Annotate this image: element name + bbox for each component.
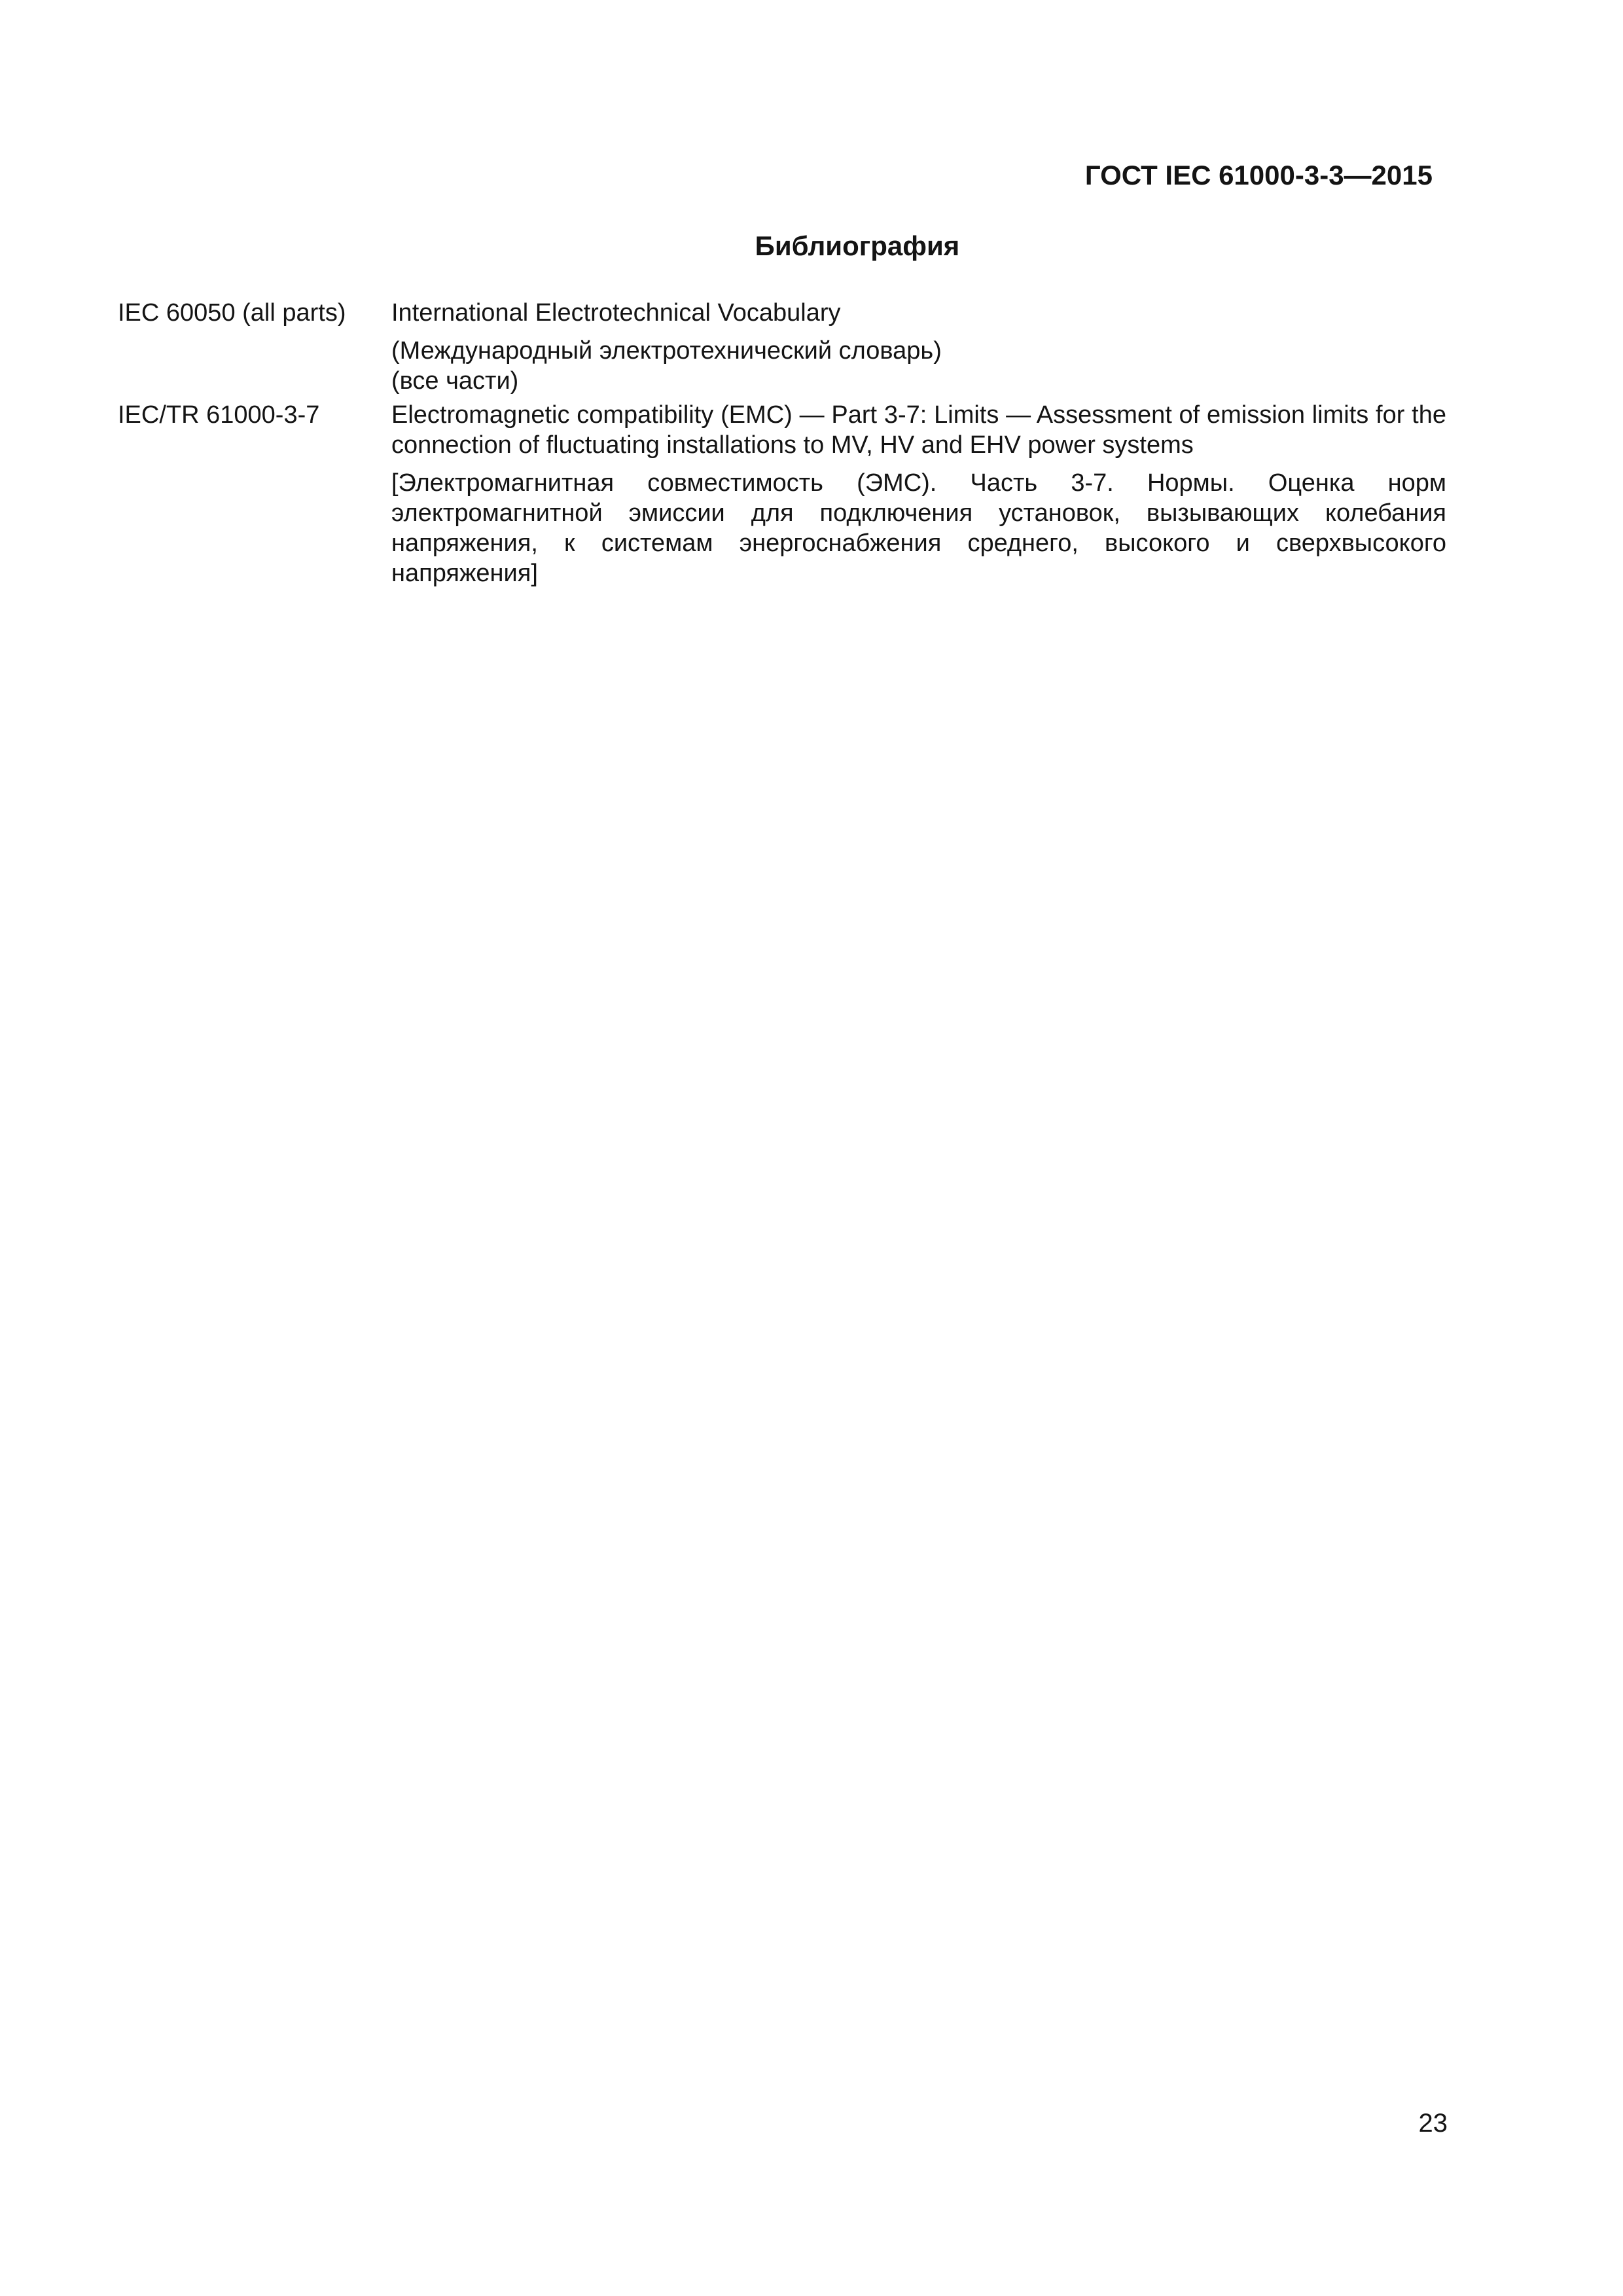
bibliography-entry — [118, 400, 1446, 588]
page-number: 23 — [1418, 2109, 1448, 2138]
page-title: Библиография — [755, 230, 960, 261]
bibliography-title-ru: (Международный электротехнический словарь) (все части) — [391, 337, 942, 395]
bibliography-description — [391, 400, 1446, 588]
bibliography-reference: IEC/TR 61000-3-7 — [118, 401, 320, 429]
bibliography-title-ru: [Электромагнитная совместимость (ЭМС). Часть 3-7. Нормы. Оценка норм электромагнитной эмиссии для подключения установок, вызывающих колебания напряжения, к системам энергоснабжения среднего, высокого и сверхвысокого напряжения] — [391, 469, 1446, 587]
bibliography-title-en: Electromagnetic compatibility (EMC) — Part 3-7: Limits — Assessment of emission limits for the connection of fluctuating installations to MV, HV and EHV power systems — [391, 401, 1446, 459]
bibliography-title-en: International Electrotechnical Vocabulary — [391, 299, 841, 327]
bibliography-description — [391, 298, 1446, 396]
bibliography-entry — [118, 298, 1446, 396]
document-code: ГОСТ IEC 61000-3-3—2015 — [1084, 160, 1433, 190]
bibliography-list — [118, 298, 1446, 588]
bibliography-reference: IEC 60050 (all parts) — [118, 299, 346, 327]
